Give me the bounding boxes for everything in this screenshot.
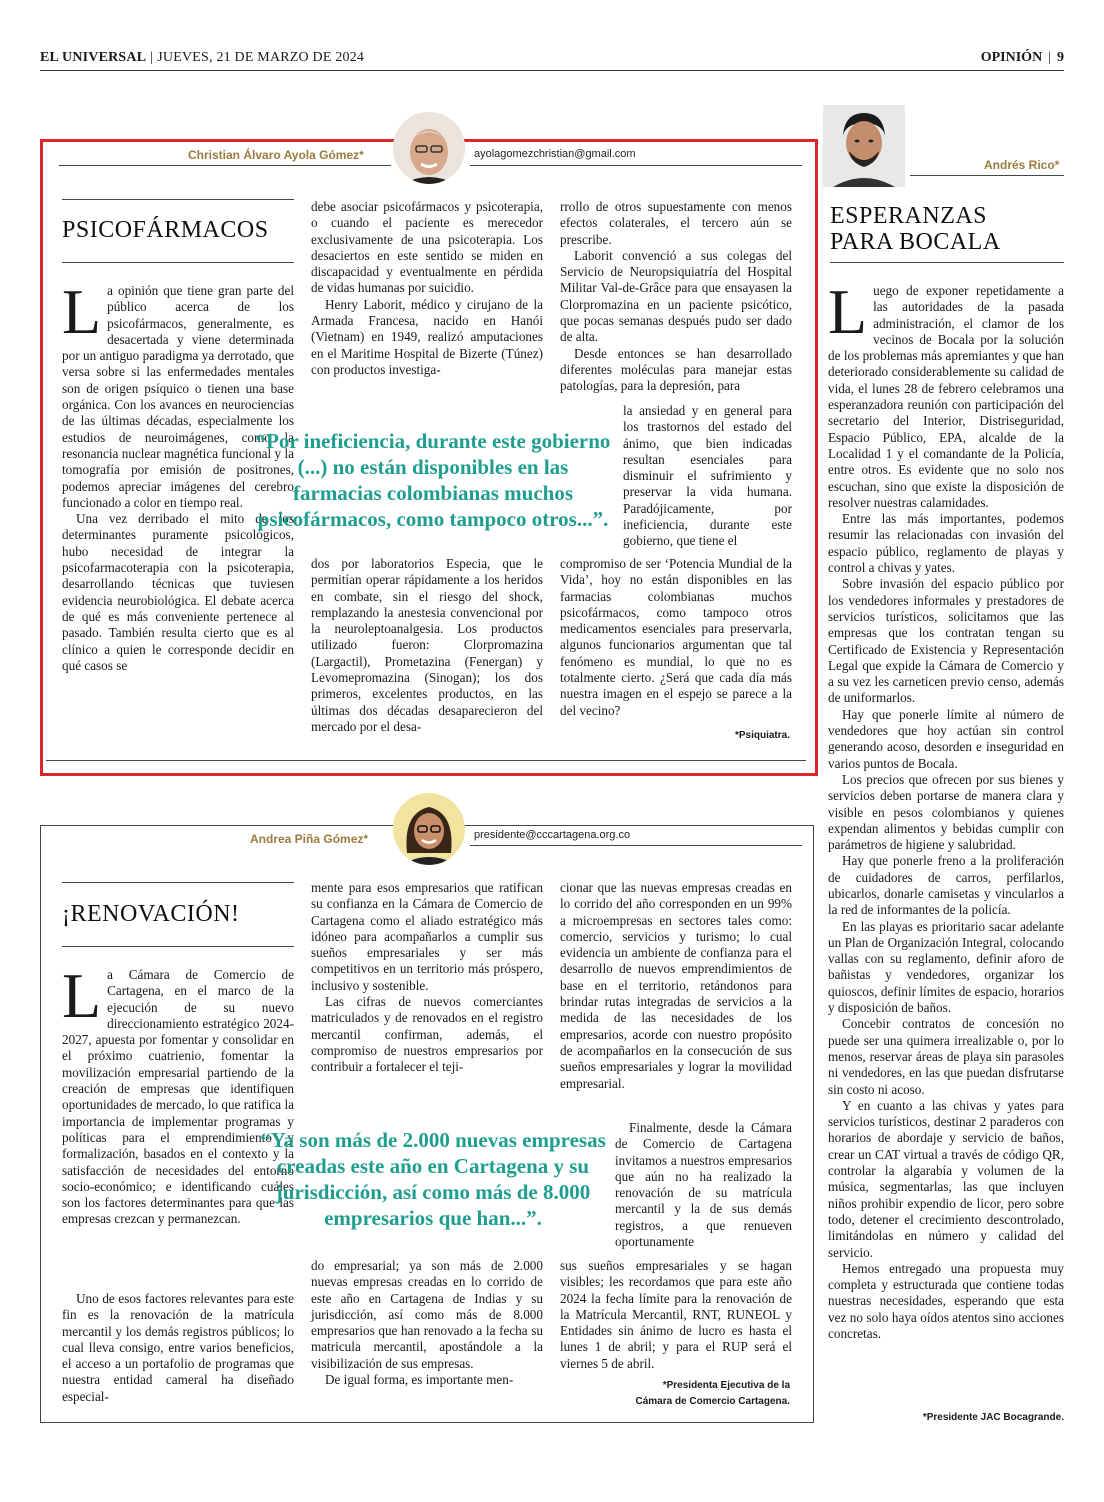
article2-signature-line-2: Cámara de Comercio Cartagena.	[635, 1396, 790, 1407]
article1-author-rule-right	[470, 165, 802, 166]
article2-signature-line-1: *Presidenta Ejecutiva de la	[662, 1380, 790, 1391]
article2-author-rule-right	[470, 845, 802, 846]
article3-signature: *Presidente JAC Bocagrande.	[922, 1412, 1064, 1423]
article3-title-rule-bottom	[830, 262, 1064, 263]
article1-title-rule-bottom	[62, 262, 294, 263]
article2-title: ¡RENOVACIÓN!	[62, 901, 240, 927]
article1-paragraph: la ansiedad y en general para los trastornos del estado del ánimo, que bien indicadas resultan esenciales para disminuir el sufrimiento y preservar la vida humana. Paradójicamente, por ineficiencia, durante este gobierno, que tiene el	[623, 403, 792, 549]
article1-email[interactable]: ayolagomezchristian@gmail.com	[474, 148, 636, 160]
article1-column-2-bottom	[311, 556, 543, 735]
article2-paragraph: do empresarial; ya son más de 2.000 nuevas empresas creadas en lo corrido de este año en Cartagena de Indias y su jurisdicción, así como más de 8.000 empresarios que han renovado a la fecha su matricula mercantil, apostándole a la visibilización de sus empresas.	[311, 1258, 543, 1371]
article2-column-2-bottom	[311, 1258, 543, 1388]
article3-paragraph: uego de exponer repetidamente a las autoridades de la pasada administración, el clamor de los vecinos de Bocala por la solución de los problemas más apremiantes y que han deteriorado considerablemente su calidad de vida, el lunes 28 de febrero celebramos una esperanzadora reunión con participación del secretario del Interior, Distriseguridad, Espacio Público, EPA, alcalde de la Localidad 1 y el comandante de la Policía, entre otros. Es evidente que no solo nos escuchan, sino que existe la disposición de resolver nuestras calamidades.	[828, 283, 1064, 510]
article1-author-rule	[59, 165, 391, 166]
article1-column-2-top	[311, 199, 543, 378]
article2-column-2-top	[311, 880, 543, 1076]
article1-column-3-top	[560, 199, 792, 395]
article2-paragraph: Uno de esos factores relevantes para este fin es la renovación de la matrícula mercantil y los demás registros públicos; lo cual lleva consigo, entre varios beneficios, el acceso a un portafolio de programas que nuestra entidad cameral ha diseñado especial-	[62, 1291, 294, 1404]
article3-paragraph: Concebir contratos de concesión no puede ser una quimera irrealizable o, por lo menos, reservar áreas de playa sin parasoles ni vendedores, en las que puedan disfrutarse sin costo ni acoso.	[828, 1016, 1064, 1097]
article3-paragraph: Hemos entregado una propuesta muy completa y estructurada que contiene todas nuestras necesidades, esperando que esta vez no solo haya oídos atentos sino acciones concretas.	[828, 1260, 1064, 1341]
header-rule	[40, 70, 1064, 71]
article-psicofarmacos-inner-rule	[46, 760, 806, 761]
article1-author-photo	[393, 112, 465, 184]
article2-email[interactable]: presidente@cccartagena.org.co	[474, 829, 631, 841]
article1-paragraph: dos por laboratorios Especia, que le permitían operar rápidamente a los heridos en combate, sin el riesgo del shock, remplazando la anestesia convencional por la neuroleptoanalgesia. Los productos utilizado fueron: Clorpromazina (Largactil), Prometazina (Fenergan) y Levomepromazina (Sinogan); los dos primeros, excelentes productos, en las últimas dos décadas desaparecieron del mercado por el desa-	[311, 556, 543, 734]
article2-paragraph: Las cifras de nuevos comerciantes matriculados y de renovados en el registro mercantil confirman, además, el compromiso de nuestros empresarios por contribuir a fortalecer el teji-	[311, 994, 543, 1075]
article2-column-3-mid	[615, 1120, 792, 1250]
article1-paragraph: a opinión que tiene gran parte del público acerca de los psicofármacos, generalmente, es desacertada y viene determinada por un antiguo paradigma ya derrotado, que versa sobre si las enfermedades mentales son de origen psíquico o tienen una base orgánica. Con los avances en neurociencias de las últimas décadas, especialmente los estudios de neuroimágenes, como la resonancia nuclear magnética funcional y la tomografía por emisión de positrones, podemos apreciar imágenes del cerebro funcionado a color en tiempo real.	[62, 283, 294, 510]
article3-author: Andrés Rico*	[984, 158, 1060, 172]
article1-paragraph: Desde entonces se han desarrollado diferentes moléculas para manejar estas patologías, para la depresión, para	[560, 345, 792, 394]
article3-author-rule	[910, 175, 1064, 176]
article2-pull-quote: “Ya son más de 2.000 nuevas empresas creadas este año en Cartagena y su jurisdicción, así como más de 8.000 empresarios que han...”.	[260, 1128, 606, 1230]
article2-author: Andrea Piña Gómez*	[250, 832, 369, 846]
article3-paragraph: Entre las más importantes, podemos resumir las relacionadas con invasión del espacio público, reglamento de playas y control a chivas y yates.	[828, 511, 1064, 576]
article2-paragraph: a Cámara de Comercio de Cartagena, en el marco de la ejecución de su nuevo direccionamiento estratégico 2024-2027, apuesta por fomentar y consolidar en el próximo cuatrienio, fomentar la movilización empresarial partiendo de la creación de empresas que identifiquen oportunidades de mercado, lo que ratifica la importancia de implementar programas y políticas para el emprendimiento y formalización, basados en el contexto y la satisfacción de necesidades del entorno socio-económico; e identificando cuáles son los factores determinantes para que las empresas crezcan y permanezcan.	[62, 967, 294, 1227]
article2-paragraph: Finalmente, desde la Cámara de Comercio de Cartagena invitamos a nuestros empresarios que aún no ha realizado la renovación de su matrícula mercantil y la de sus demás registros, a que renueven oportunamente	[615, 1120, 792, 1250]
page-number: 9	[1057, 50, 1064, 65]
article2-column-3-top	[560, 880, 792, 1092]
article2-column-1-bottom	[62, 1291, 294, 1405]
newspaper-name: EL UNIVERSAL	[40, 50, 147, 65]
article1-paragraph: Henry Laborit, médico y cirujano de la Armada Francesa, nacido en Hanói (Vietnam) en 1949, realizó amputaciones en el Maritime Hospital de Bizerte (Túnez) con productos investiga-	[311, 296, 543, 377]
article2-column-3-bottom	[560, 1258, 792, 1372]
article1-paragraph: compromiso de ser ‘Potencia Mundial de la Vida’, hoy no están disponibles en las farmacias colombianas muchos psicofármacos, como tampoco otros medicamentos esenciales para preservarla, algunos funcionarios argumentan que tal fenómeno es mundial, lo que no es totalmente cierto. ¿Será que cada día más nuestra imagen en el espejo se parece a la del vecino?	[560, 556, 792, 718]
article3-paragraph: Sobre invasión del espacio público por los vendedores informales y prestadores de servicios turísticos, solicitamos que las empresas que los contratan tengan su Certificado de Existencia y Representación Legal que expide la Cámara de Comercio y a su vez les carneticen previo censo, además de uniformarlos.	[828, 576, 1064, 706]
article1-signature: *Psiquiatra.	[734, 730, 790, 741]
article3-paragraph: Hay que ponerle límite al número de vendedores que hoy actúan sin control generando acoso, desorden e inseguridad en varios puntos de Bocala.	[828, 706, 1064, 771]
article1-column-3-mid	[623, 403, 792, 550]
article1-column-3-bottom	[560, 556, 792, 719]
page-header-left: EL UNIVERSAL | JUEVES, 21 DE MARZO DE 2024	[40, 50, 365, 65]
article3-paragraph: En las playas es prioritario sacar adelante un Plan de Organización Integral, colocando vallas con su reglamento, definir aforo de bañistas y vendedores, organizar los quioscos, definir límites de espacio, horarios y disposición de baños.	[828, 918, 1064, 1016]
article3-title	[830, 203, 1001, 255]
issue-date: JUEVES, 21 DE MARZO DE 2024	[157, 50, 365, 65]
article1-paragraph: rrollo de otros supuestamente con menos efectos colaterales, el tercero aún se prescribe.	[560, 199, 792, 247]
article3-column	[828, 276, 1064, 1342]
article3-paragraph: Los precios que ofrecen por sus bienes y servicios deben portarse de manera clara y visible en pesos colombianos y quienes expendan alimentos y bebidas cumplir con parámetros de higiene y salubridad.	[828, 771, 1064, 853]
article3-title-line-1: ESPERANZAS	[830, 203, 988, 229]
article3-paragraph: Hay que ponerle freno a la proliferación de cuidadores de carros, perfilarlos, ubicarlos, donarle camisetas y vincularlos a la red de informantes de la policía.	[828, 853, 1064, 918]
article1-drop-cap: L	[62, 276, 102, 347]
article1-paragraph: Una vez derribado el mito de los determinantes puramente psicológicos, hubo necesidad de integrar la psicofarmacoterapia con la psicoterapia, desarrollando técnicas que tuviesen evidencia neurobiológica. El debate acerca de qué es más conveniente pertenece al pasado. También resulta cierto que es al clínico a quien le corresponde decidir en qué casos se	[62, 511, 294, 673]
article1-paragraph: debe asociar psicofármacos y psicoterapia, o cuando el paciente es merecedor exclusivamente de una psicoterapia. Los desaciertos en este sentido se miden en discapacidad y eventualmente en pérdida de vidas humanas por suicidio.	[311, 199, 543, 296]
article2-paragraph: sus sueños empresariales y se hagan visibles; les recordamos que para este año 2024 la fecha límite para la renovación de la Matrícula Mercantil, RNT, RUNEOL y Entidades sin ánimo de lucro es hasta el lunes 1 de abril; y para el RUP será el viernes 5 de abril.	[560, 1258, 792, 1371]
article2-drop-cap: L	[62, 960, 102, 1031]
page-header-right: OPINIÓN | 9	[980, 50, 1064, 65]
article2-paragraph: mente para esos empresarios que ratifican su confianza en la Cámara de Comercio de Cartagena como el aliado estratégico más idóneo para acompañarlos a cumplir sus sueños empresariales y ser más competitivos en un territorio más próspero, inclusivo y sostenible.	[311, 880, 543, 993]
article3-author-photo	[823, 105, 905, 187]
section-name: OPINIÓN	[980, 50, 1043, 65]
article3-title-line-2: PARA BOCALA	[830, 229, 1001, 255]
article1-title-rule	[62, 199, 294, 200]
article1-title: PSICOFÁRMACOS	[62, 217, 269, 243]
article1-pull-quote: “Por ineficiencia, durante este gobierno (...) no están disponibles en las farmacias colombianas muchos psicofármacos, como tampoco otros...”.	[255, 429, 611, 531]
article2-title-rule-bottom	[62, 946, 294, 947]
article1-paragraph: Laborit convenció a sus colegas del Servicio de Neuropsiquiatría del Hospital Militar Val-de-Grâce para que ensayasen la Clorpromazina en un paciente psicótico, que pocas semanas después pudo ser dado de alta.	[560, 247, 792, 345]
article3-paragraph: Y en cuanto a las chivas y yates para servicios turísticos, destinar 2 paraderos con horarios de abordaje y servicio de baños, crear un CAT virtual a través de código QR, controlar la algarabía y volumen de la música, segmentarlas, las que incluyen niños prohibir expendio de licor, pero sobre todo, detener el crecimiento descontrolado, limitándolas en número y calidad del servicio.	[828, 1097, 1064, 1260]
article2-paragraph: cionar que las nuevas empresas creadas en lo corrido del año corresponden en un 99% a microempresas en sectores tales como: comercio, servicios y turismo; lo cual evidencia un ambiente de confianza para el desarrollo de nuevos emprendimientos de base en el territorio, retándonos para brindar rutas integradas de servicios a la medida de las necesidades de los empresarios, acorde con nuestro propósito de acompañarlos en la consecución de sus sueños empresariales y lograr la movilidad empresarial.	[560, 880, 792, 1091]
article1-author: Christian Álvaro Ayola Gómez*	[188, 148, 364, 162]
article3-drop-cap: L	[828, 276, 868, 347]
article2-title-rule	[62, 882, 294, 883]
article2-author-photo	[393, 793, 465, 865]
article2-paragraph: De igual forma, es importante men-	[325, 1372, 514, 1388]
